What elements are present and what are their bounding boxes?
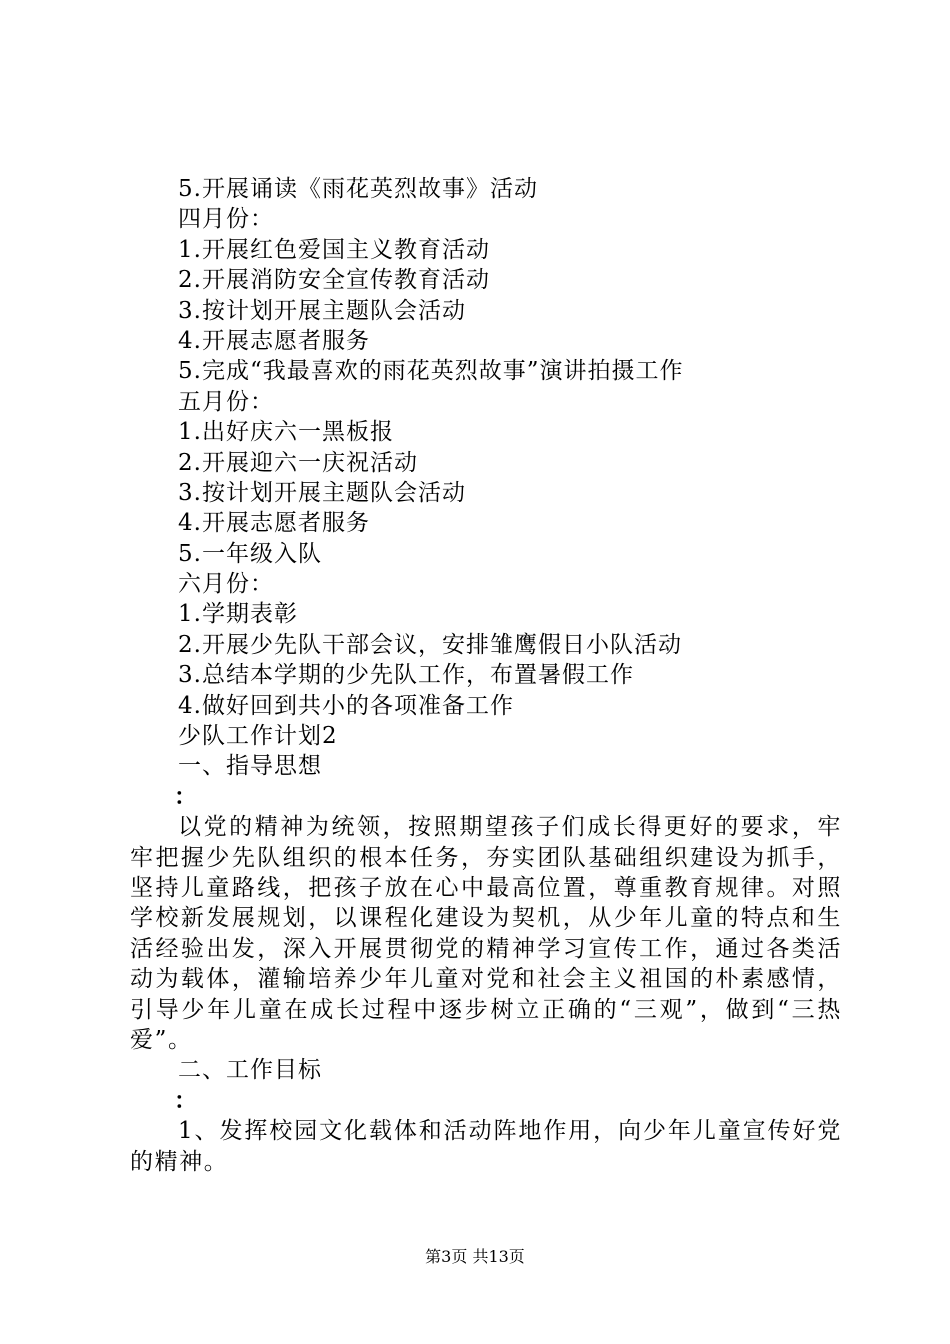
- document-title: 少队工作计划2: [178, 723, 338, 750]
- text-line: 5.完成“我最喜欢的雨花英烈故事”演讲拍摄工作: [178, 358, 684, 385]
- section-heading-june: 六月份：: [178, 571, 274, 598]
- text-line: 2.开展消防安全宣传教育活动: [178, 267, 490, 294]
- text-line: 3.按计划开展主题队会活动: [178, 479, 466, 506]
- text-line: 3.按计划开展主题队会活动: [178, 297, 466, 324]
- section-heading-guiding-thought: 一、指导思想: [178, 753, 322, 780]
- text-line: 5.一年级入队: [178, 540, 322, 567]
- paragraph-guiding-thought: 以党的精神为统领，按照期望孩子们成长得更好的要求，牢牢把握少先队组织的根本任务，夯实团队基础组织建设为抓手，坚持儿童路线，把孩子放在心中最高位置，尊重教育规律。对照学校新发展规划，以课程化建设为契机，从少年儿童的特点和生活经验出发，深入开展贯彻党的精神学习宣传工作，通过各类活动为载体，灌输培养少年儿童对党和社会主义祖国的朴素感情，引导少年儿童在成长过程中逐步树立正确的“三观”，做到“三热爱”。: [130, 814, 842, 1054]
- section-heading-work-goals: 二、工作目标: [178, 1057, 322, 1084]
- text-line: 5.开展诵读《雨花英烈故事》活动: [178, 176, 538, 202]
- text-line: 4.开展志愿者服务: [178, 510, 370, 537]
- text-line: 4.开展志愿者服务: [178, 327, 370, 354]
- colon-mark: ：: [174, 782, 197, 810]
- text-line: 2.开展迎六一庆祝活动: [178, 449, 418, 476]
- text-line: 4.做好回到共小的各项准备工作: [178, 692, 514, 719]
- text-line: 3.总结本学期的少先队工作，布置暑假工作: [178, 662, 634, 689]
- page-footer: 第3页 共13页: [425, 1247, 525, 1266]
- section-heading-april: 四月份：: [178, 206, 274, 233]
- section-heading-may: 五月份：: [178, 388, 274, 415]
- document-body: [130, 174, 842, 1177]
- paragraph-work-goal-1: 1、发挥校园文化载体和活动阵地作用，向少年儿童宣传好党的精神。: [130, 1118, 842, 1175]
- text-line: 1.出好庆六一黑板报: [178, 419, 394, 446]
- text-line: 1.开展红色爱国主义教育活动: [178, 236, 490, 263]
- colon-mark: ：: [174, 1086, 197, 1114]
- text-line: 2.开展少先队干部会议，安排雏鹰假日小队活动: [178, 631, 682, 658]
- text-line: 1.学期表彰: [178, 601, 298, 628]
